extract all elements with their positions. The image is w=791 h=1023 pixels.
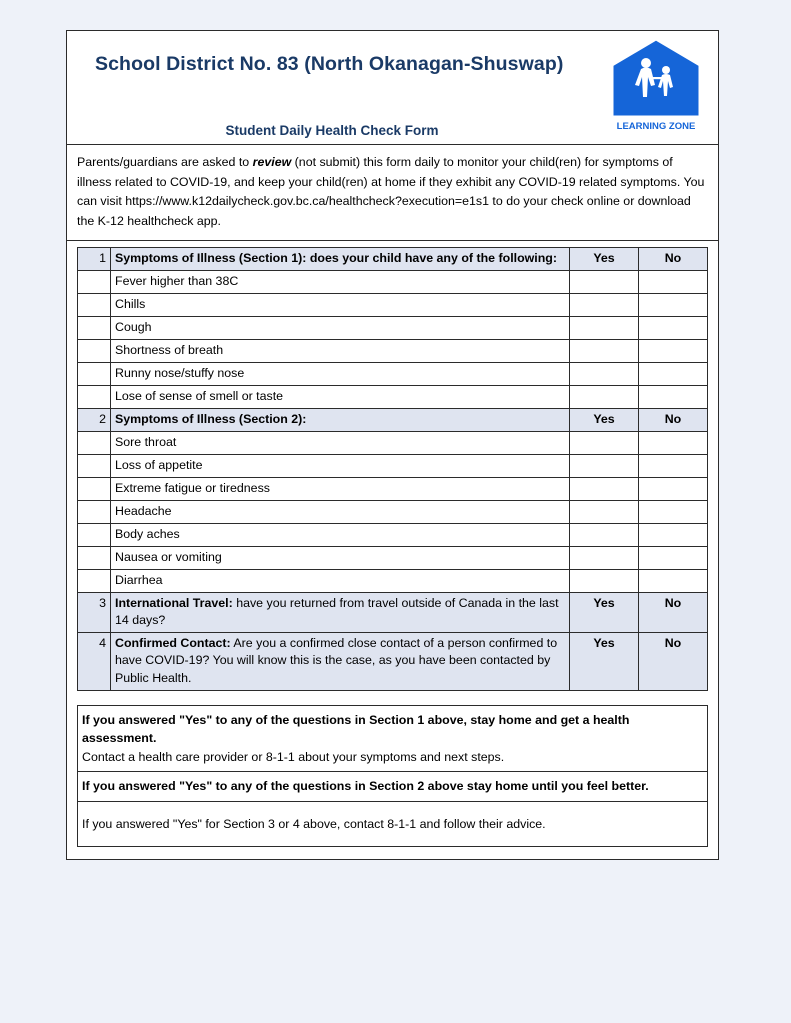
no-checkbox-cell[interactable] (639, 293, 708, 316)
no-header: No (639, 408, 708, 431)
yes-option[interactable]: Yes (570, 592, 639, 632)
yes-checkbox-cell[interactable] (570, 316, 639, 339)
question-number: 3 (78, 592, 111, 632)
symptom-row (78, 454, 708, 477)
no-option[interactable]: No (639, 592, 708, 632)
yes-checkbox-cell[interactable] (570, 362, 639, 385)
no-checkbox-cell[interactable] (639, 546, 708, 569)
advice-block (77, 705, 708, 847)
symptom-row (78, 477, 708, 500)
yes-checkbox-cell[interactable] (570, 293, 639, 316)
yes-option[interactable]: Yes (570, 632, 639, 690)
no-header: No (639, 248, 708, 271)
symptom-label: Loss of appetite (111, 454, 570, 477)
question-text (111, 592, 570, 632)
row-number (78, 546, 111, 569)
symptom-row (78, 431, 708, 454)
symptom-row (78, 270, 708, 293)
question-row-international-travel (78, 592, 708, 632)
row-number (78, 431, 111, 454)
symptom-row (78, 293, 708, 316)
question-label-bold: Confirmed Contact: (115, 635, 231, 650)
form-title: Student Daily Health Check Form (225, 123, 439, 138)
no-checkbox-cell[interactable] (639, 270, 708, 293)
advice-row-section1 (78, 706, 707, 773)
intro-emphasis: review (252, 155, 292, 169)
symptom-label: Extreme fatigue or tiredness (111, 477, 570, 500)
yes-checkbox-cell[interactable] (570, 523, 639, 546)
section-title-suffix: : does your child have any of the following: (302, 251, 557, 266)
symptom-row (78, 362, 708, 385)
symptom-row (78, 385, 708, 408)
no-checkbox-cell[interactable] (639, 500, 708, 523)
question-row-confirmed-contact (78, 632, 708, 690)
symptom-label: Diarrhea (111, 569, 570, 592)
health-check-table (77, 247, 708, 690)
advice-row-section34 (78, 802, 707, 847)
symptom-label: Runny nose/stuffy nose (111, 362, 570, 385)
section-number: 2 (78, 408, 111, 431)
symptom-row (78, 500, 708, 523)
no-checkbox-cell[interactable] (639, 523, 708, 546)
section-title (111, 248, 570, 271)
no-checkbox-cell[interactable] (639, 477, 708, 500)
question-label-bold: International Travel: (115, 595, 233, 610)
row-number (78, 362, 111, 385)
symptom-label: Fever higher than 38C (111, 270, 570, 293)
row-number (78, 500, 111, 523)
document-bottom-spacer (67, 847, 718, 859)
yes-header: Yes (570, 248, 639, 271)
section-number: 1 (78, 248, 111, 271)
section-title (111, 408, 570, 431)
advice-plain-section34: If you answered "Yes" for Section 3 or 4 above, contact 8-1-1 and follow their advice. (82, 817, 546, 832)
row-number (78, 454, 111, 477)
row-number (78, 270, 111, 293)
question-label-rest: Are you a confirmed close contact of a person confirmed to have COVID-19? You will know this is the case, as you have been contacted by Public Health. (115, 635, 558, 686)
form-table-wrapper (67, 241, 718, 690)
yes-checkbox-cell[interactable] (570, 431, 639, 454)
section-header-row (78, 408, 708, 431)
no-checkbox-cell[interactable] (639, 569, 708, 592)
symptom-label: Nausea or vomiting (111, 546, 570, 569)
learning-zone-logo (608, 37, 704, 137)
yes-checkbox-cell[interactable] (570, 454, 639, 477)
district-title: School District No. 83 (North Okanagan-Shuswap) (95, 53, 564, 75)
yes-checkbox-cell[interactable] (570, 546, 639, 569)
symptom-row (78, 523, 708, 546)
yes-checkbox-cell[interactable] (570, 477, 639, 500)
yes-checkbox-cell[interactable] (570, 385, 639, 408)
symptom-row (78, 339, 708, 362)
symptom-row (78, 546, 708, 569)
no-option[interactable]: No (639, 632, 708, 690)
no-checkbox-cell[interactable] (639, 385, 708, 408)
symptom-label: Cough (111, 316, 570, 339)
question-text (111, 632, 570, 690)
document-header (67, 31, 718, 145)
intro-part1: Parents/guardians are asked to (77, 155, 253, 169)
row-number (78, 316, 111, 339)
intro-paragraph (67, 145, 718, 241)
symptom-row (78, 569, 708, 592)
no-checkbox-cell[interactable] (639, 431, 708, 454)
yes-checkbox-cell[interactable] (570, 270, 639, 293)
advice-bold-section1: If you answered "Yes" to any of the questions in Section 1 above, stay home and get a health assessment. (82, 712, 630, 746)
symptom-label: Sore throat (111, 431, 570, 454)
section-header-row (78, 248, 708, 271)
symptom-label: Chills (111, 293, 570, 316)
symptom-label: Headache (111, 500, 570, 523)
question-number: 4 (78, 632, 111, 690)
advice-row-section2 (78, 772, 707, 802)
advice-plain-section1: Contact a health care provider or 8-1-1 about your symptoms and next steps. (82, 749, 505, 764)
symptom-label: Lose of sense of smell or taste (111, 385, 570, 408)
advice-bold-section2: If you answered "Yes" to any of the questions in Section 2 above stay home until you feel better. (82, 779, 649, 794)
row-number (78, 523, 111, 546)
symptom-label: Shortness of breath (111, 339, 570, 362)
row-number (78, 477, 111, 500)
no-checkbox-cell[interactable] (639, 339, 708, 362)
row-number (78, 385, 111, 408)
row-number (78, 339, 111, 362)
yes-checkbox-cell[interactable] (570, 339, 639, 362)
logo-text: LEARNING ZONE (616, 121, 696, 132)
row-number (78, 293, 111, 316)
no-checkbox-cell[interactable] (639, 316, 708, 339)
no-checkbox-cell[interactable] (639, 362, 708, 385)
health-check-form-document (66, 30, 719, 860)
no-checkbox-cell[interactable] (639, 454, 708, 477)
symptom-label: Body aches (111, 523, 570, 546)
question-label-rest: have you returned from travel outside of Canada in the last 14 days? (115, 595, 559, 628)
yes-checkbox-cell[interactable] (570, 500, 639, 523)
row-number (78, 569, 111, 592)
section-title-bold: Symptoms of Illness (Section 1) (115, 251, 303, 266)
intro-part2: (not submit) this form daily to monitor your child(ren) for symptoms of illness related to COVID-19, and keep your child(ren) at home if they exhibit any COVID-19 related symptoms. You can visit https://www.k12dailycheck.gov.bc.ca/healthcheck?execution=e1s1 to do your check online or download the K-12 healthcheck app. (77, 155, 705, 228)
yes-checkbox-cell[interactable] (570, 569, 639, 592)
yes-header: Yes (570, 408, 639, 431)
section-title-bold: Symptoms of Illness (Section 2): (115, 411, 307, 426)
symptom-row (78, 316, 708, 339)
